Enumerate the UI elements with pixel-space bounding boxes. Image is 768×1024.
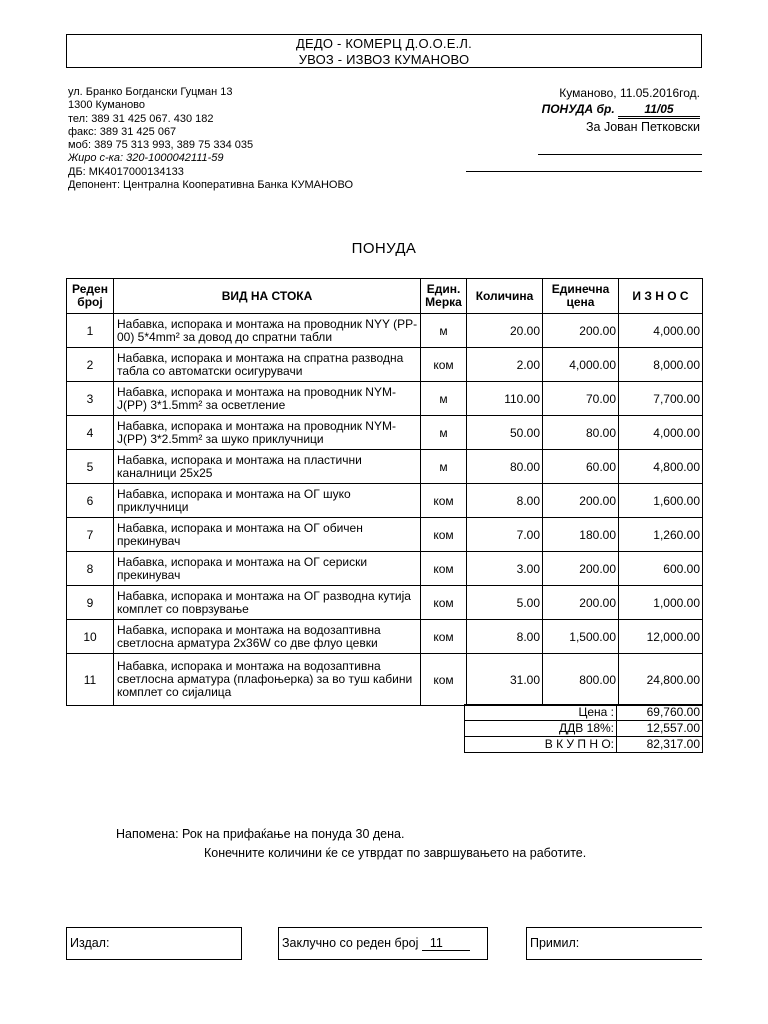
address-fax: факс: 389 31 425 067 [68, 125, 177, 138]
concluded-value: 11 [422, 936, 470, 951]
row-unit: ком [421, 654, 467, 706]
place-date: Куманово, 11.05.2016год. [559, 86, 700, 100]
row-description: Набавка, испорака и монтажа на водозаптивна светлосна арматура (плафоњерка) за во туш кабини комплет со сијалица [114, 654, 421, 706]
offer-label: ПОНУДА бр. [541, 102, 615, 116]
table-row [67, 348, 703, 382]
row-amount: 600.00 [619, 552, 703, 586]
row-quantity: 20.00 [467, 314, 543, 348]
received-label: Примил: [530, 936, 580, 950]
address-mobile: моб: 389 75 313 993, 389 75 334 035 [68, 139, 254, 152]
issued-label: Издал: [70, 936, 110, 950]
row-number: 2 [67, 348, 114, 382]
col-header-no: Реден број [67, 279, 114, 314]
row-description: Набавка, испорака и монтажа на пластични каналници 25x25 [114, 450, 421, 484]
row-description: Набавка, испорака и монтажа на проводник NYM-J(PP) 3*1.5mm² за осветление [114, 382, 421, 416]
row-unit-price: 800.00 [543, 654, 619, 706]
row-amount: 4,000.00 [619, 416, 703, 450]
price-value: 69,760.00 [617, 705, 703, 721]
vat-label: ДДВ 18%: [465, 721, 617, 737]
row-unit-price: 180.00 [543, 518, 619, 552]
row-unit-price: 200.00 [543, 552, 619, 586]
note-line-2: Конечните количини ќе се утврдат по завршувањето на работите. [204, 846, 587, 860]
row-quantity: 31.00 [467, 654, 543, 706]
row-unit-price: 80.00 [543, 416, 619, 450]
row-unit: ком [421, 484, 467, 518]
col-header-qty: Количина [467, 279, 543, 314]
received-box [526, 927, 702, 960]
row-description: Набавка, испорака и монтажа на проводник NYM-J(PP) 3*2.5mm² за шуко приклучници [114, 416, 421, 450]
row-quantity: 8.00 [467, 484, 543, 518]
row-quantity: 50.00 [467, 416, 543, 450]
address-depositor: Депонент: Централна Кооперативна Банка КУМАНОВО [68, 179, 354, 192]
row-amount: 7,700.00 [619, 382, 703, 416]
table-row [67, 620, 703, 654]
row-number: 8 [67, 552, 114, 586]
table-row [67, 552, 703, 586]
row-amount: 4,000.00 [619, 314, 703, 348]
row-quantity: 2.00 [467, 348, 543, 382]
concluded-box [278, 927, 488, 960]
row-number: 1 [67, 314, 114, 348]
row-number: 4 [67, 416, 114, 450]
row-unit: ком [421, 348, 467, 382]
row-unit: ком [421, 552, 467, 586]
col-header-unit: Един. Мерка [421, 279, 467, 314]
row-amount: 4,800.00 [619, 450, 703, 484]
row-unit: м [421, 416, 467, 450]
row-number: 7 [67, 518, 114, 552]
row-amount: 1,000.00 [619, 586, 703, 620]
company-name: ДЕДО - КОМЕРЦ Д.О.О.Е.Л. [296, 36, 472, 51]
row-unit-price: 1,500.00 [543, 620, 619, 654]
summary-table [464, 704, 703, 753]
issued-box [66, 927, 242, 960]
row-description: Набавка, испорака и монтажа на спратна разводна табла со автоматски осигурувачи [114, 348, 421, 382]
col-header-unit-price: Единечна цена [543, 279, 619, 314]
total-label: В К У П Н О: [465, 737, 617, 753]
row-description: Набавка, испорака и монтажа на ОГ сериски прекинувач [114, 552, 421, 586]
row-description: Набавка, испорака и монтажа на водозаптивна светлосна арматура 2x36W со две флуо цевки [114, 620, 421, 654]
row-number: 6 [67, 484, 114, 518]
row-unit: ком [421, 586, 467, 620]
table-row [67, 518, 703, 552]
table-row [67, 654, 703, 706]
summary-total-row [465, 737, 703, 753]
table-row [67, 484, 703, 518]
address-giro: Жиро с-ка: 320-1000042111-59 [68, 152, 224, 165]
row-description: Набавка, испорака и монтажа на проводник NYY (PP-00) 5*4mm² за довод до спратни табли [114, 314, 421, 348]
offer-info [460, 86, 700, 134]
col-header-amount: И З Н О С [619, 279, 703, 314]
row-description: Набавка, испорака и монтажа на ОГ шуко приклучници [114, 484, 421, 518]
row-unit-price: 200.00 [543, 314, 619, 348]
items-table [66, 278, 703, 706]
row-number: 9 [67, 586, 114, 620]
row-amount: 24,800.00 [619, 654, 703, 706]
row-unit-price: 60.00 [543, 450, 619, 484]
row-unit-price: 4,000.00 [543, 348, 619, 382]
row-amount: 1,600.00 [619, 484, 703, 518]
col-header-goods: ВИД НА СТОКА [114, 279, 421, 314]
row-quantity: 7.00 [467, 518, 543, 552]
address-db: ДБ: МК4017000134133 [68, 165, 184, 178]
row-unit-price: 70.00 [543, 382, 619, 416]
offer-number-line [460, 102, 700, 119]
row-description: Набавка, испорака и монтажа на ОГ обичен прекинувач [114, 518, 421, 552]
row-quantity: 8.00 [467, 620, 543, 654]
offer-number: 11/05 [618, 103, 700, 119]
row-unit: м [421, 382, 467, 416]
row-unit: м [421, 314, 467, 348]
total-value: 82,317.00 [617, 737, 703, 753]
address-tel: тел: 389 31 425 067. 430 182 [68, 112, 214, 125]
row-unit: ком [421, 518, 467, 552]
row-number: 11 [67, 654, 114, 706]
table-row [67, 382, 703, 416]
row-quantity: 80.00 [467, 450, 543, 484]
price-label: Цена : [465, 705, 617, 721]
row-number: 5 [67, 450, 114, 484]
company-subtitle: УВОЗ - ИЗВОЗ КУМАНОВО [298, 52, 470, 67]
summary-vat-row [465, 721, 703, 737]
row-amount: 12,000.00 [619, 620, 703, 654]
table-header-row [67, 279, 703, 314]
row-unit-price: 200.00 [543, 484, 619, 518]
note-line-1: Напомена: Рок на прифаќање на понуда 30 дена. [116, 827, 405, 841]
document-title: ПОНУДА [351, 240, 417, 257]
table-row [67, 416, 703, 450]
row-quantity: 3.00 [467, 552, 543, 586]
note [116, 825, 586, 863]
table-row [67, 450, 703, 484]
concluded-label: Заклучно со реден број [282, 936, 419, 950]
row-number: 10 [67, 620, 114, 654]
row-amount: 1,260.00 [619, 518, 703, 552]
row-unit: м [421, 450, 467, 484]
address-city: 1300 Куманово [68, 99, 146, 112]
vat-value: 12,557.00 [617, 721, 703, 737]
recipient: За Јован Петковски [585, 120, 700, 134]
row-amount: 8,000.00 [619, 348, 703, 382]
row-quantity: 110.00 [467, 382, 543, 416]
summary-price-row [465, 705, 703, 721]
row-description: Набавка, испорака и монтажа на ОГ разводна кутија комплет со поврзување [114, 586, 421, 620]
table-row [67, 314, 703, 348]
row-unit-price: 200.00 [543, 586, 619, 620]
table-row [67, 586, 703, 620]
row-number: 3 [67, 382, 114, 416]
row-unit: ком [421, 620, 467, 654]
signature-line-2 [466, 171, 702, 172]
row-quantity: 5.00 [467, 586, 543, 620]
signature-line-1 [538, 154, 702, 155]
company-header [66, 34, 702, 68]
company-address [68, 86, 353, 192]
address-street: ул. Бранко Богдански Гуцман 13 [68, 86, 233, 98]
